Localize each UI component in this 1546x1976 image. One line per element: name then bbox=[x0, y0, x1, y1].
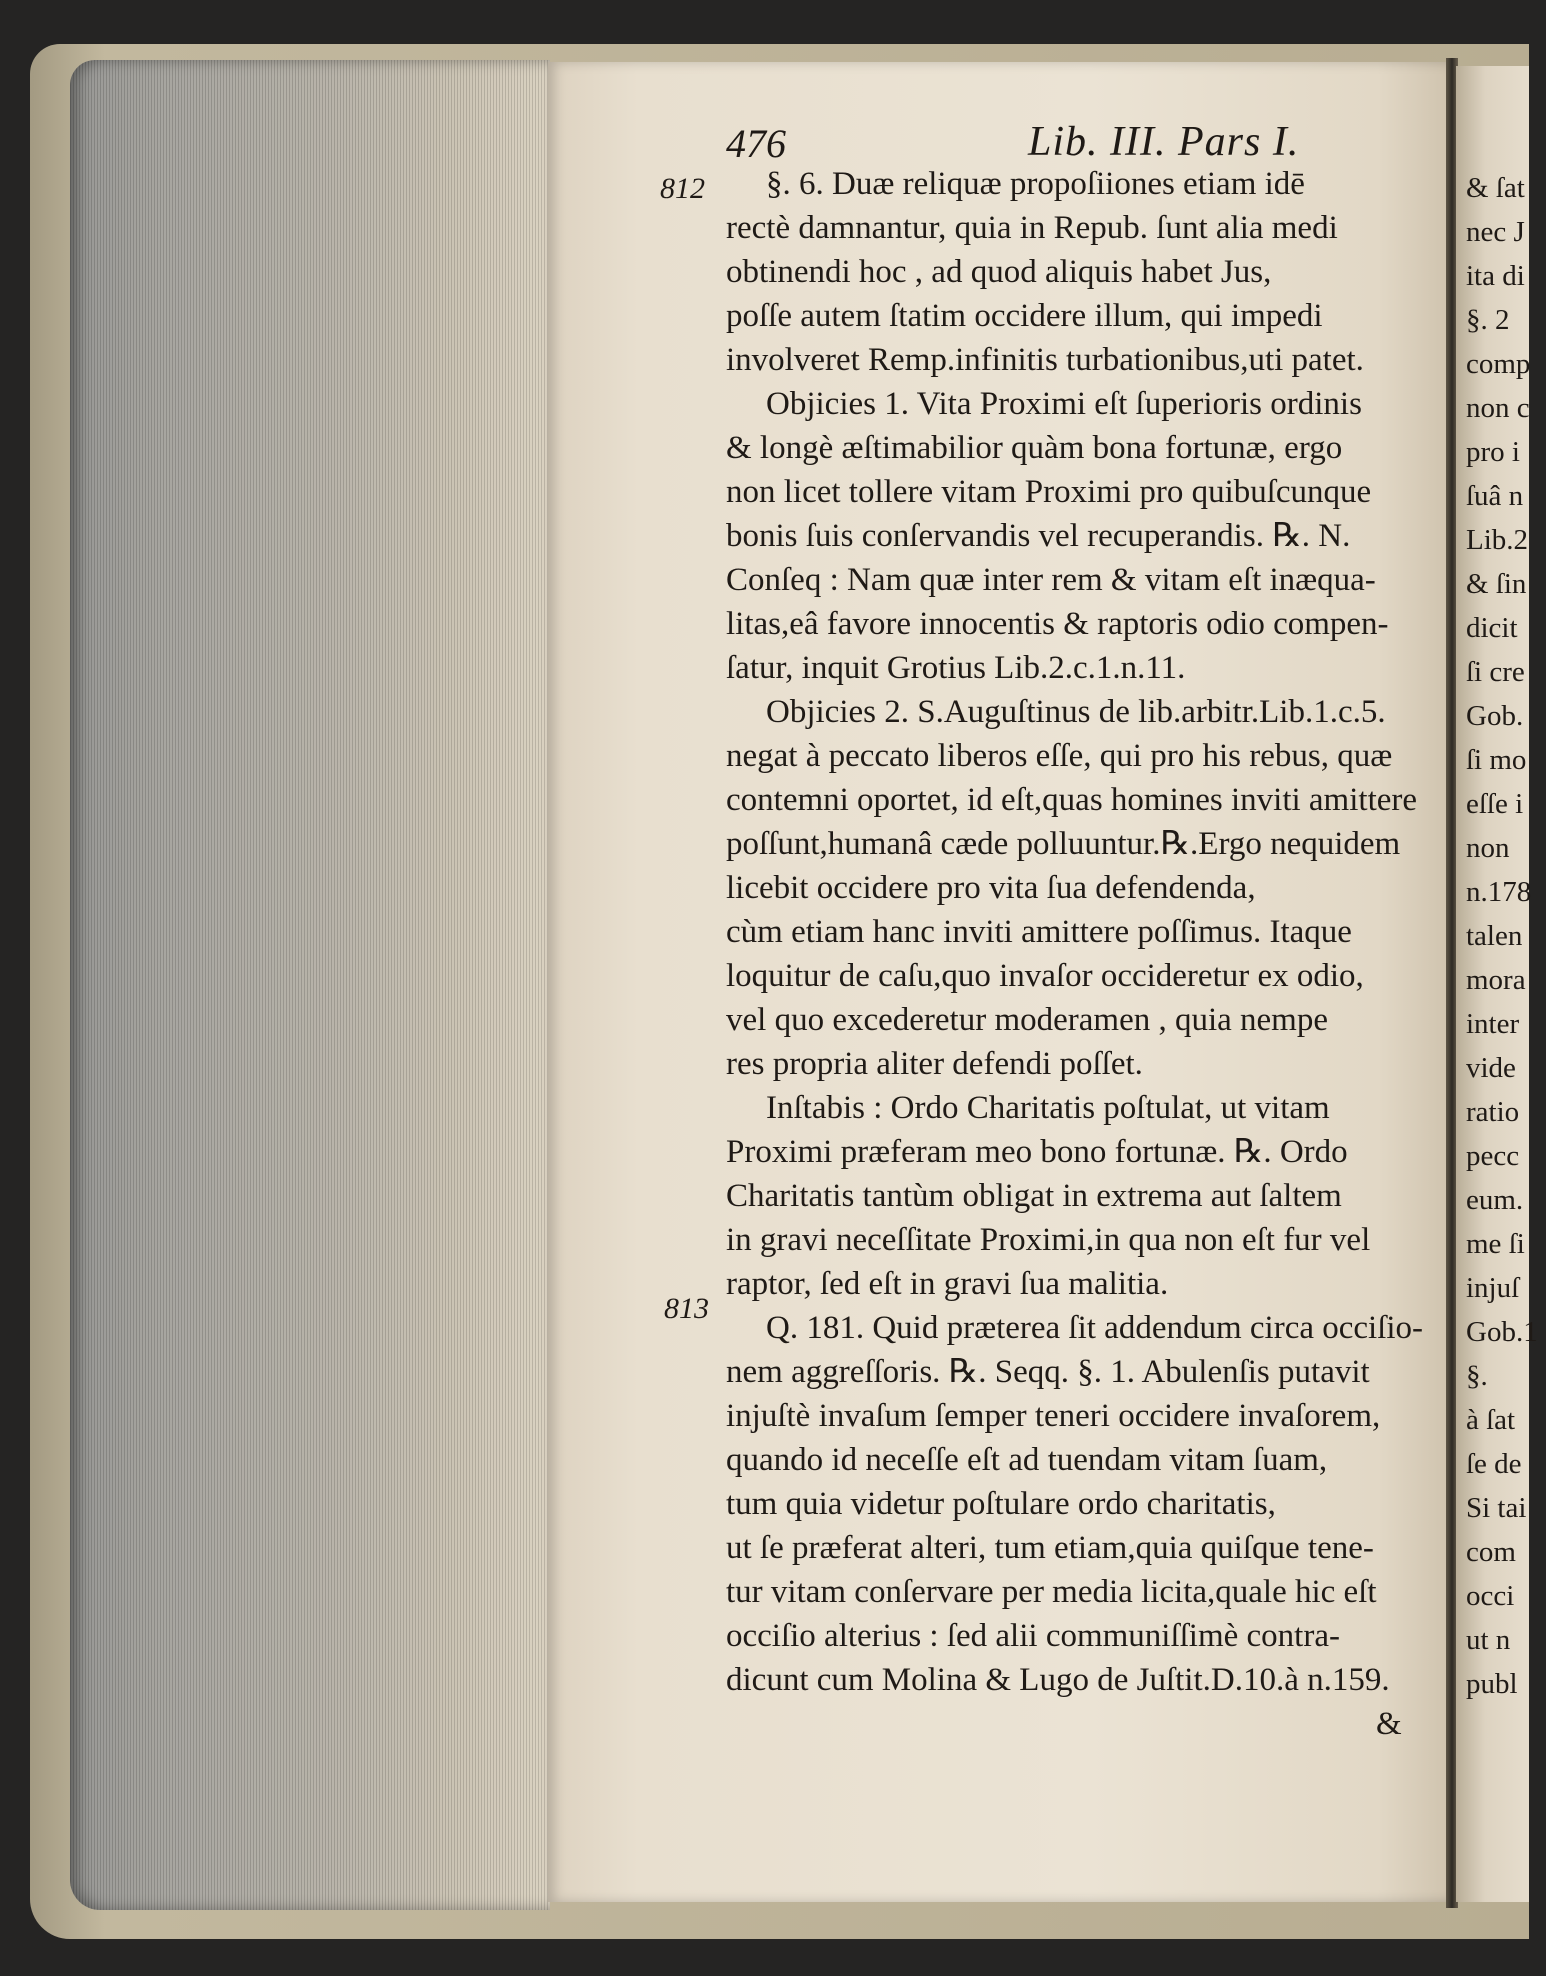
text-line: Objicies 1. Vita Proximi eſt ſuperioris ordinis bbox=[766, 386, 1362, 422]
text-line: cùm etiam hanc inviti amittere poſſimus. Itaque bbox=[726, 914, 1352, 950]
fragment-line: non bbox=[1466, 832, 1510, 864]
text-line: tum quia videtur poſtulare ordo charitatis, bbox=[726, 1486, 1276, 1522]
text-line: ut ſe præferat alteri, tum etiam,quia quiſque tene- bbox=[726, 1530, 1374, 1566]
text-line: §. 6. Duæ reliquæ propoſiiones etiam idē bbox=[766, 166, 1305, 202]
text-line: quando id neceſſe eſt ad tuendam vitam ſuam, bbox=[726, 1442, 1328, 1478]
body-text bbox=[726, 162, 1426, 1746]
fragment-line: ſi cre bbox=[1466, 656, 1525, 688]
text-line: litas,eâ favore innocentis & raptoris odio compen- bbox=[726, 606, 1389, 642]
fragment-line: eſſe i bbox=[1466, 788, 1524, 820]
text-line: & longè æſtimabilior quàm bona fortunæ, ergo bbox=[726, 430, 1343, 466]
fragment-line: Lib.2 bbox=[1466, 524, 1529, 556]
text-line: tur vitam conſervare per media licita,quale hic eſt bbox=[726, 1574, 1377, 1610]
text-line: poſſe autem ſtatim occidere illum, qui impedi bbox=[726, 298, 1323, 334]
fragment-line: Gob.1 bbox=[1466, 1316, 1538, 1348]
text-line: Inſtabis : Ordo Charitatis poſtulat, ut vitam bbox=[766, 1090, 1330, 1126]
fragment-line: injuſ bbox=[1466, 1272, 1520, 1304]
text-line: res propria aliter defendi poſſet. bbox=[726, 1046, 1143, 1082]
fragment-line: dicit bbox=[1466, 612, 1518, 644]
catchword: & bbox=[1376, 1706, 1402, 1742]
fragment-line: pecc bbox=[1466, 1140, 1520, 1172]
right-page-fragment bbox=[1456, 66, 1538, 1902]
margin-paragraph-number: 813 bbox=[664, 1292, 709, 1325]
fragment-line: ſe de bbox=[1466, 1448, 1522, 1480]
next-page-text bbox=[1466, 166, 1546, 1706]
fragment-line: talen bbox=[1466, 920, 1523, 952]
fragment-line: §. 2 bbox=[1466, 304, 1510, 336]
text-line: ſatur, inquit Grotius Lib.2.c.1.n.11. bbox=[726, 650, 1186, 686]
text-line: loquitur de caſu,quo invaſor occideretur ex odio, bbox=[726, 958, 1364, 994]
fragment-line: mora bbox=[1466, 964, 1526, 996]
text-line: Charitatis tantùm obligat in extrema aut ſaltem bbox=[726, 1178, 1342, 1214]
text-line: Q. 181. Quid præterea ſit addendum circa occiſio- bbox=[766, 1310, 1424, 1346]
fragment-line: ſi mo bbox=[1466, 744, 1527, 776]
left-page bbox=[548, 62, 1450, 1902]
text-line: Conſeq : Nam quæ inter rem & vitam eſt inæqua- bbox=[726, 562, 1376, 598]
margin-paragraph-number: 812 bbox=[660, 172, 705, 205]
text-line: licebit occidere pro vita ſua defendenda, bbox=[726, 870, 1256, 906]
fragment-line: Gob. bbox=[1466, 700, 1524, 732]
text-line: bonis ſuis conſervandis vel recuperandis. ℞. N. bbox=[726, 518, 1351, 554]
text-line: poſſunt,humanâ cæde polluuntur.℞.Ergo nequidem bbox=[726, 826, 1401, 862]
fragment-line: nec J bbox=[1466, 216, 1525, 248]
fragment-line: non c bbox=[1466, 392, 1530, 424]
fragment-line: me ſi bbox=[1466, 1228, 1525, 1260]
fragment-line: Si tai bbox=[1466, 1492, 1527, 1524]
text-line: in gravi neceſſitate Proximi,in qua non eſt fur vel bbox=[726, 1222, 1371, 1258]
text-line: nem aggreſſoris. ℞. Seqq. §. 1. Abulenſis putavit bbox=[726, 1354, 1370, 1390]
fragment-line: & ſat bbox=[1466, 172, 1525, 204]
fragment-line: inter bbox=[1466, 1008, 1520, 1040]
fragment-line: com bbox=[1466, 1536, 1516, 1568]
fragment-line: publ bbox=[1466, 1668, 1518, 1700]
text-line: negat à peccato liberos eſſe, qui pro his rebus, quæ bbox=[726, 738, 1393, 774]
text-line: contemni oportet, id eſt,quas homines inviti amittere bbox=[726, 782, 1418, 818]
fragment-line: n.178 bbox=[1466, 876, 1532, 908]
page-edge-stack bbox=[70, 60, 550, 1910]
fragment-line: à ſat bbox=[1466, 1404, 1516, 1436]
fragment-line: ratio bbox=[1466, 1096, 1520, 1128]
text-line: injuſtè invaſum ſemper teneri occidere invaſorem, bbox=[726, 1398, 1381, 1434]
fragment-line: ſuâ n bbox=[1466, 480, 1524, 512]
text-line: Objicies 2. S.Auguſtinus de lib.arbitr.Lib.1.c.5. bbox=[766, 694, 1386, 730]
fragment-line: ut n bbox=[1466, 1624, 1511, 1656]
text-line: obtinendi hoc , ad quod aliquis habet Jus, bbox=[726, 254, 1272, 290]
text-line: Proximi præferam meo bono fortunæ. ℞. Ordo bbox=[726, 1134, 1348, 1170]
text-line: dicunt cum Molina & Lugo de Juſtit.D.10.à n.159. bbox=[726, 1662, 1390, 1698]
fragment-line: occi bbox=[1466, 1580, 1515, 1612]
text-line: involveret Remp.infinitis turbationibus,uti patet. bbox=[726, 342, 1364, 378]
fragment-line: vide bbox=[1466, 1052, 1516, 1084]
text-line: vel quo excederetur moderamen , quia nempe bbox=[726, 1002, 1328, 1038]
fragment-line: ita di bbox=[1466, 260, 1525, 292]
text-line: non licet tollere vitam Proximi pro quibuſcunque bbox=[726, 474, 1372, 510]
text-line: occiſio alterius : ſed alii communiſſimè contra- bbox=[726, 1618, 1340, 1654]
fragment-line: §. bbox=[1466, 1360, 1488, 1392]
text-line: raptor, ſed eſt in gravi ſua malitia. bbox=[726, 1266, 1169, 1302]
text-line: rectè damnantur, quia in Repub. ſunt alia medi bbox=[726, 210, 1338, 246]
fragment-line: & ſin bbox=[1466, 568, 1527, 600]
running-title: Lib. III. Pars I. bbox=[1028, 119, 1300, 165]
fragment-line: pro i bbox=[1466, 436, 1520, 468]
fragment-line: eum. bbox=[1466, 1184, 1524, 1216]
page-number: 476 bbox=[726, 121, 786, 166]
fragment-line: comp bbox=[1466, 348, 1531, 380]
